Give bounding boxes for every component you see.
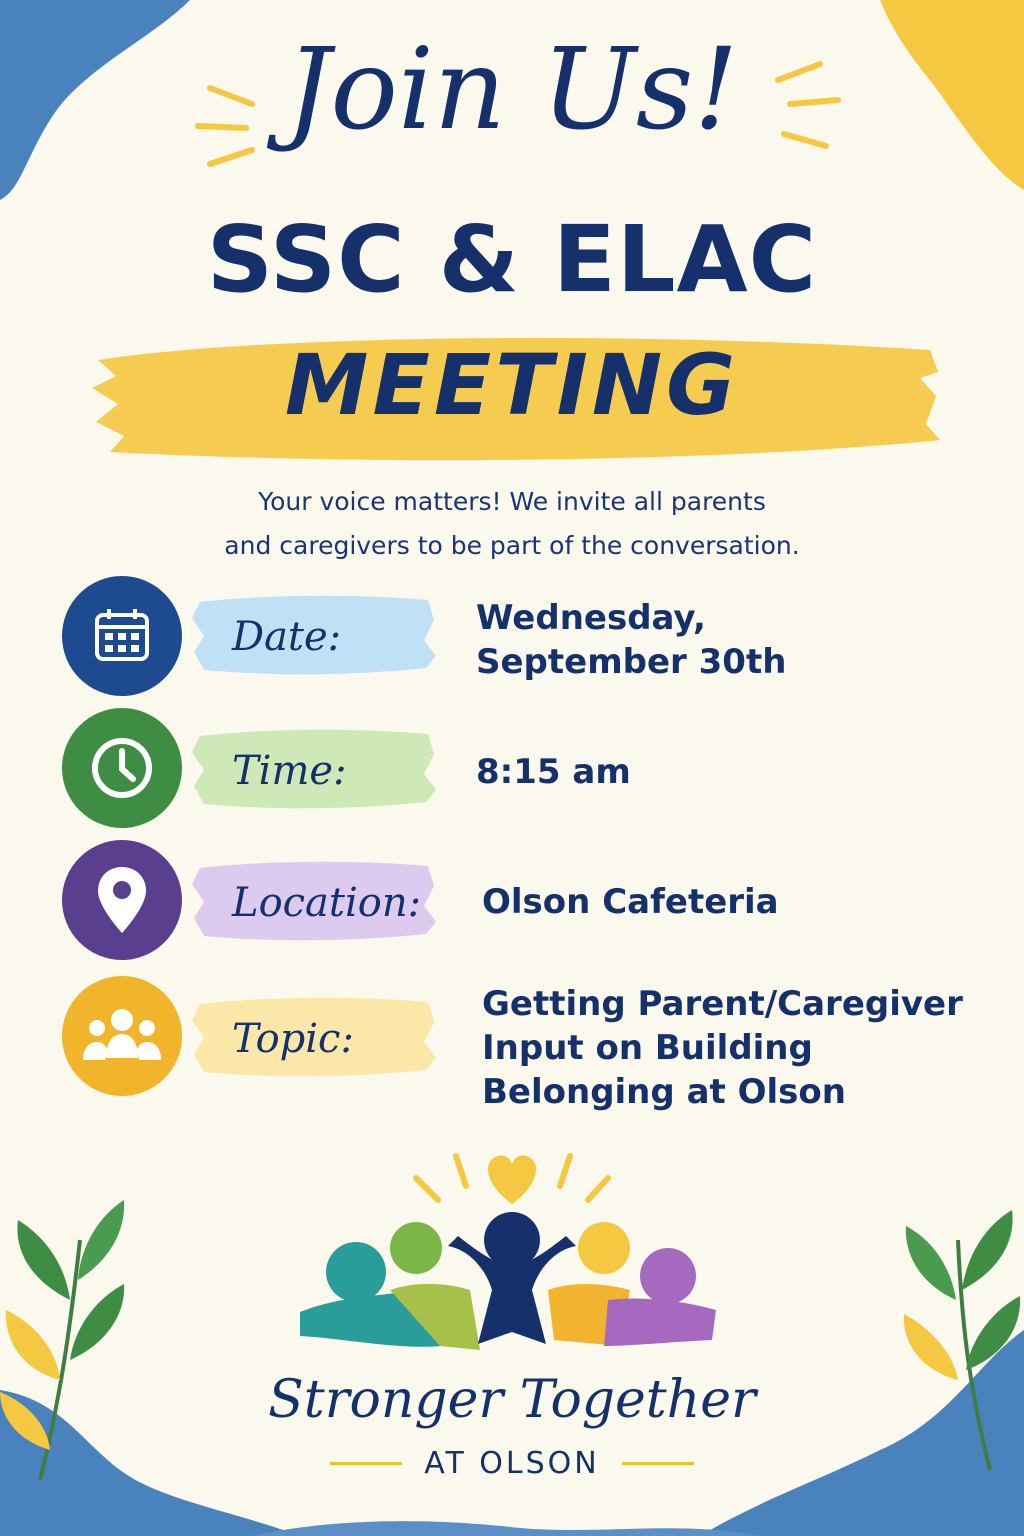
date-value-line-1: Wednesday, — [476, 598, 706, 638]
date-value — [476, 596, 786, 684]
map-pin-icon — [62, 840, 182, 960]
school-name — [0, 1436, 1024, 1484]
people-group-icon — [62, 976, 182, 1096]
time-value: 8:15 am — [476, 752, 631, 792]
location-value: Olson Cafeteria — [482, 882, 779, 922]
topic-label: Topic: — [232, 1016, 354, 1062]
date-value-line-2: September 30th — [476, 642, 787, 682]
topic-value-line-1: Getting Parent/Caregiver — [482, 984, 963, 1024]
topic-value-line-2: Input on Building — [482, 1028, 813, 1068]
community-logo-illustration — [300, 1156, 716, 1350]
time-label: Time: — [232, 748, 347, 794]
join-us-heading: Join Us! — [285, 25, 739, 155]
topic-value — [482, 982, 963, 1114]
location-label: Location: — [232, 880, 422, 926]
school-name-text: AT OLSON — [424, 1445, 600, 1481]
bottom-center-wave — [250, 1521, 760, 1536]
date-label: Date: — [232, 614, 342, 660]
intro-text — [100, 480, 924, 568]
right-divider — [622, 1462, 694, 1465]
clock-icon — [62, 708, 182, 828]
tagline: Stronger Together — [268, 1370, 756, 1430]
left-divider — [330, 1462, 402, 1465]
calendar-icon — [62, 576, 182, 696]
meeting-subtitle: MEETING — [284, 336, 740, 434]
meeting-title: SSC & ELAC — [206, 206, 818, 313]
intro-line-2: and caregivers to be part of the conversation. — [224, 531, 800, 560]
intro-line-1: Your voice matters! We invite all parents — [258, 487, 766, 516]
topic-value-line-3: Belonging at Olson — [482, 1072, 846, 1112]
